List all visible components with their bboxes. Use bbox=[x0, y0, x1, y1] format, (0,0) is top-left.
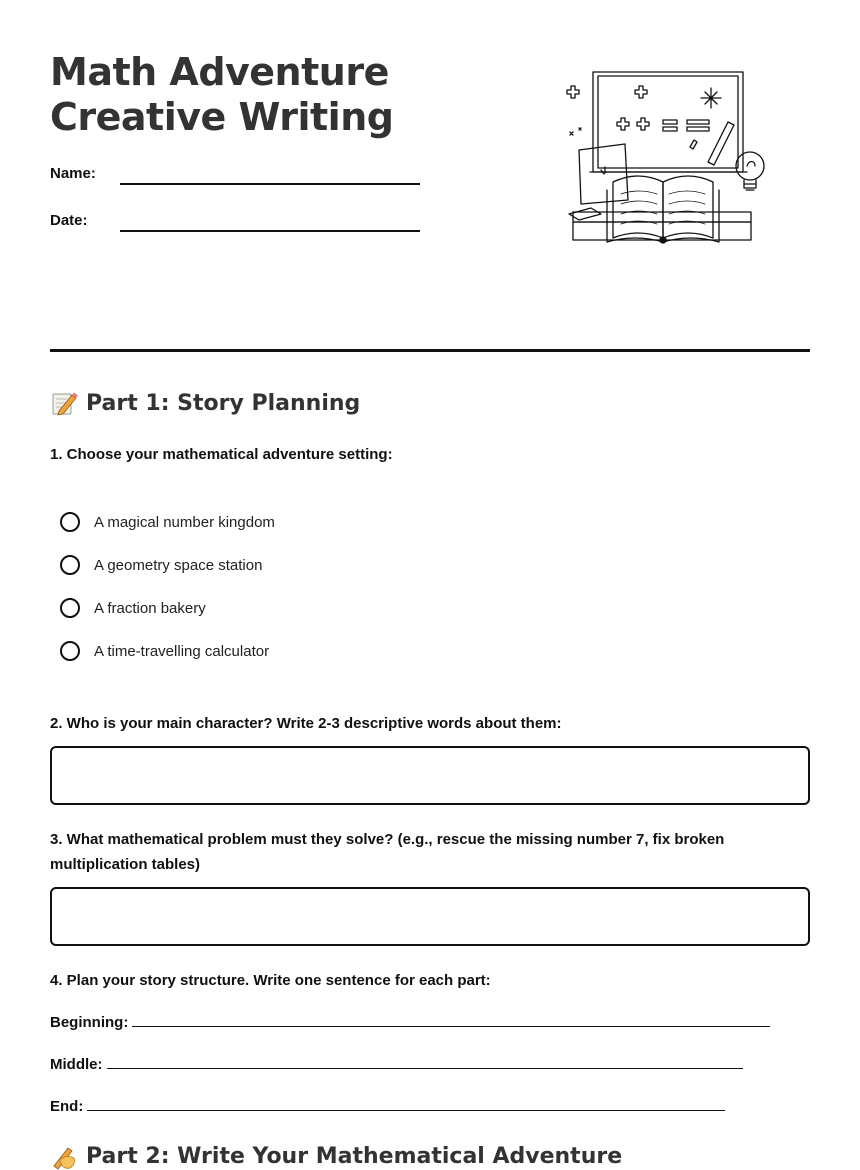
section-divider bbox=[50, 349, 810, 352]
end-label: End: bbox=[50, 1098, 84, 1115]
option-label: A time-travelling calculator bbox=[94, 642, 270, 660]
beginning-row bbox=[50, 1012, 770, 1031]
part-1-title: Part 1: Story Planning bbox=[86, 390, 361, 416]
radio-button[interactable] bbox=[60, 512, 80, 532]
end-row bbox=[50, 1096, 725, 1115]
part-2-title: Part 2: Write Your Mathematical Adventure bbox=[86, 1143, 623, 1169]
beginning-label: Beginning: bbox=[50, 1014, 129, 1031]
title-line-2: Creative Writing bbox=[50, 95, 394, 139]
name-line[interactable] bbox=[120, 183, 420, 185]
date-line[interactable] bbox=[120, 230, 420, 232]
part-2-heading bbox=[50, 1142, 622, 1170]
question-1: 1. Choose your mathematical adventure setting: bbox=[50, 446, 393, 463]
option-label: A magical number kingdom bbox=[94, 513, 275, 531]
option-label: A geometry space station bbox=[94, 556, 263, 574]
worksheet-title bbox=[50, 50, 393, 140]
date-label: Date: bbox=[50, 212, 88, 229]
end-line[interactable] bbox=[87, 1096, 725, 1111]
radio-button[interactable] bbox=[60, 598, 80, 618]
option-fraction-bakery[interactable] bbox=[60, 595, 206, 621]
question-4: 4. Plan your story structure. Write one sentence for each part: bbox=[50, 972, 491, 989]
chalkboard-book-illustration bbox=[555, 62, 770, 252]
memo-pencil-icon bbox=[50, 389, 78, 417]
question-2: 2. Who is your main character? Write 2-3 descriptive words about them: bbox=[50, 715, 562, 732]
radio-button[interactable] bbox=[60, 641, 80, 661]
option-label: A fraction bakery bbox=[94, 599, 206, 617]
character-answer-box[interactable] bbox=[50, 746, 810, 805]
option-number-kingdom[interactable] bbox=[60, 509, 275, 535]
writing-hand-icon bbox=[50, 1142, 78, 1170]
middle-label: Middle: bbox=[50, 1056, 103, 1073]
beginning-line[interactable] bbox=[132, 1012, 770, 1027]
name-label: Name: bbox=[50, 165, 96, 182]
option-time-travelling-calculator[interactable] bbox=[60, 638, 269, 664]
middle-line[interactable] bbox=[107, 1054, 743, 1069]
part-1-heading bbox=[50, 389, 360, 417]
date-field[interactable] bbox=[50, 212, 430, 242]
option-geometry-space-station[interactable] bbox=[60, 552, 262, 578]
middle-row bbox=[50, 1054, 743, 1073]
name-field[interactable] bbox=[50, 165, 430, 195]
radio-button[interactable] bbox=[60, 555, 80, 575]
question-3: 3. What mathematical problem must they solve? (e.g., rescue the missing number 7, fix broken multiplication tables) bbox=[50, 831, 725, 873]
problem-answer-box[interactable] bbox=[50, 887, 810, 946]
title-line-1: Math Adventure bbox=[50, 50, 389, 94]
